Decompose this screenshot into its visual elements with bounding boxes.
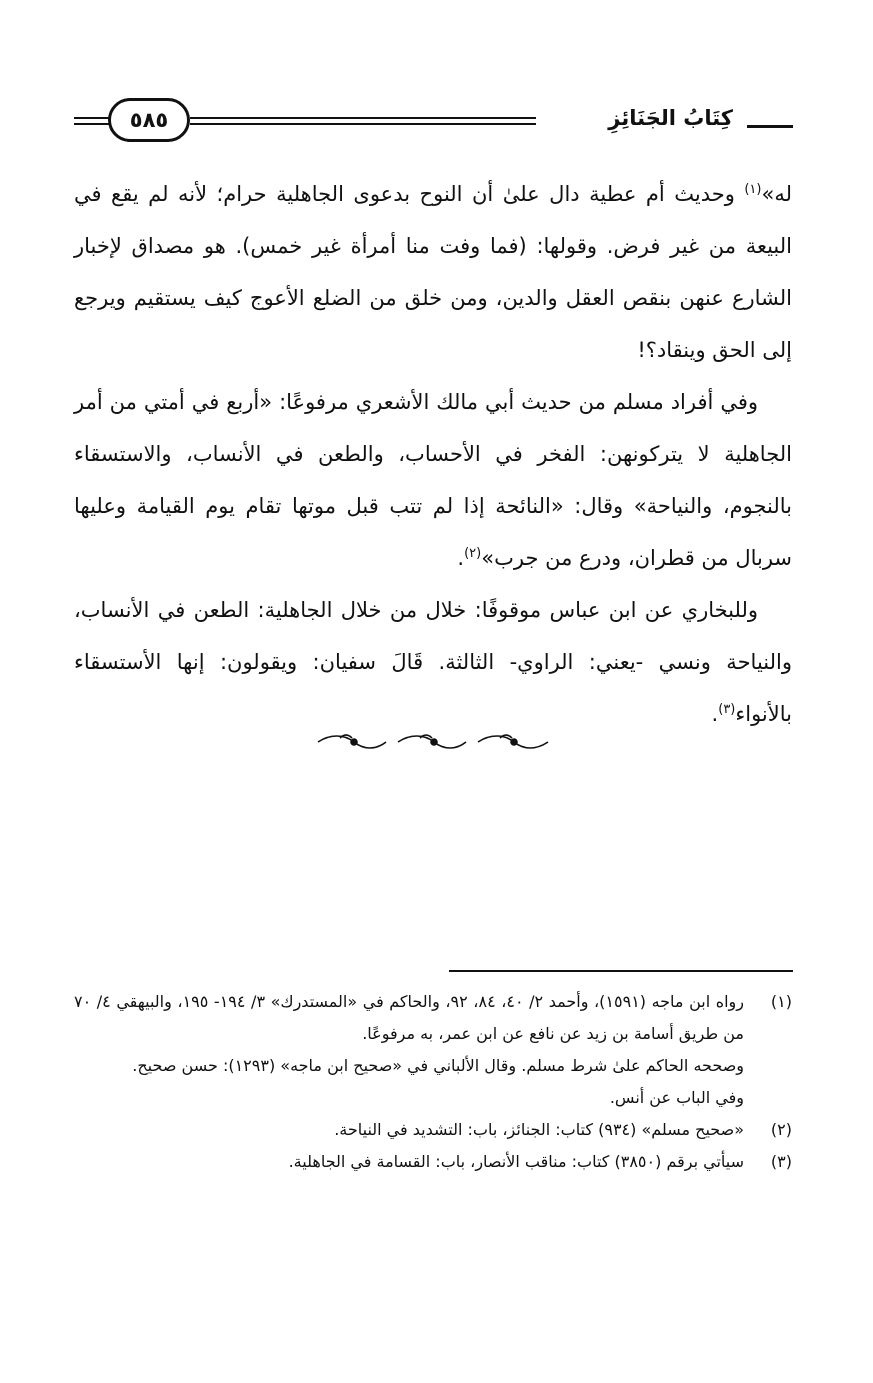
footnote-3 <box>74 1146 792 1178</box>
footnote-body <box>74 1146 744 1178</box>
footnote-1 <box>74 986 792 1114</box>
footnote-line: رواه ابن ماجه (١٥٩١)، وأحمد ٢/ ٤٠، ٨٤، ٩٢، والحاكم في «المستدرك» ٣/ ١٩٤- ١٩٥، والبيهقي ٤/ ٧٠ من طريق أسامة بن زيد عن نافع عن ابن عمر، به مرفوعًا. <box>74 992 745 1043</box>
header-rule <box>747 125 793 128</box>
text-run: وفي أفراد مسلم من حديث أبي مالك الأشعري مرفوعًا: «أربع في أمتي من أمر الجاهلية لا يتركونهن: الفخر في الأحساب، والطعن في الأنساب، والاستسقاء بالنجوم، والنياحة» وقال: «النائحة إذا لم تتب قبل موتها تقام يوم القيامة وعليها سربال من قطران، ودرع من جرب» <box>74 390 792 570</box>
footnote-line: سيأتي برقم (٣٨٥٠) كتاب: مناقب الأنصار، باب: القسامة في الجاهلية. <box>288 1152 744 1171</box>
text-run: . <box>457 546 465 570</box>
footnote-number: (١) <box>770 992 792 1011</box>
text-run: له» <box>761 182 792 206</box>
footnote-body <box>74 1114 744 1146</box>
footnote-number: (٢) <box>770 1120 792 1139</box>
footnotes <box>74 986 792 1178</box>
footnote-line: «صحيح مسلم» (٩٣٤) كتاب: الجنائز، باب: التشديد في النياحة. <box>334 1120 744 1139</box>
header-rule <box>190 117 536 119</box>
footnote-body <box>74 986 744 1114</box>
text-run: . <box>711 702 719 726</box>
page-header <box>0 88 873 158</box>
paragraph <box>74 168 792 376</box>
footnote-line: وصححه الحاكم علىٰ شرط مسلم. وقال الألباني في «صحيح ابن ماجه» (١٢٩٣): حسن صحيح. <box>132 1056 744 1075</box>
footnote-line: وفي الباب عن أنس. <box>609 1088 744 1107</box>
footnote-ref: (١) <box>744 182 762 197</box>
footnote-separator <box>449 970 793 972</box>
header-rule <box>190 123 536 125</box>
footnote-2 <box>74 1114 792 1146</box>
ornament-divider <box>310 730 560 754</box>
text-run: وحديث أم عطية دال علىٰ أن النوح بدعوى الجاهلية حرام؛ لأنه لم يقع في البيعة من غير فرض. وقولها: (فما وفت منا أمرأة غير خمس). هو مصداق لإخبار الشارع عنهن بنقص العقل والدين، ومن خلق من الضلع الأعوج كيف يستقيم ويرجع إلى الحق وينقاد؟! <box>74 182 792 362</box>
book-title: كِتَابُ الجَنَائِزِ <box>608 106 733 130</box>
paragraph <box>74 584 792 740</box>
page-number: ٥٨٥ <box>108 98 190 142</box>
footnote-ref: (٢) <box>464 546 482 561</box>
footnote-ref: (٣) <box>718 702 736 717</box>
footnote-number: (٣) <box>770 1152 792 1171</box>
text-run: وللبخاري عن ابن عباس موقوفًا: خلال من خلال الجاهلية: الطعن في الأنساب، والنياحة ونسي -يعني: الراوي- الثالثة. قَالَ سفيان: ويقولون: إنها الأستسقاء بالأنواء <box>74 598 792 726</box>
main-text <box>74 168 792 740</box>
paragraph <box>74 376 792 584</box>
